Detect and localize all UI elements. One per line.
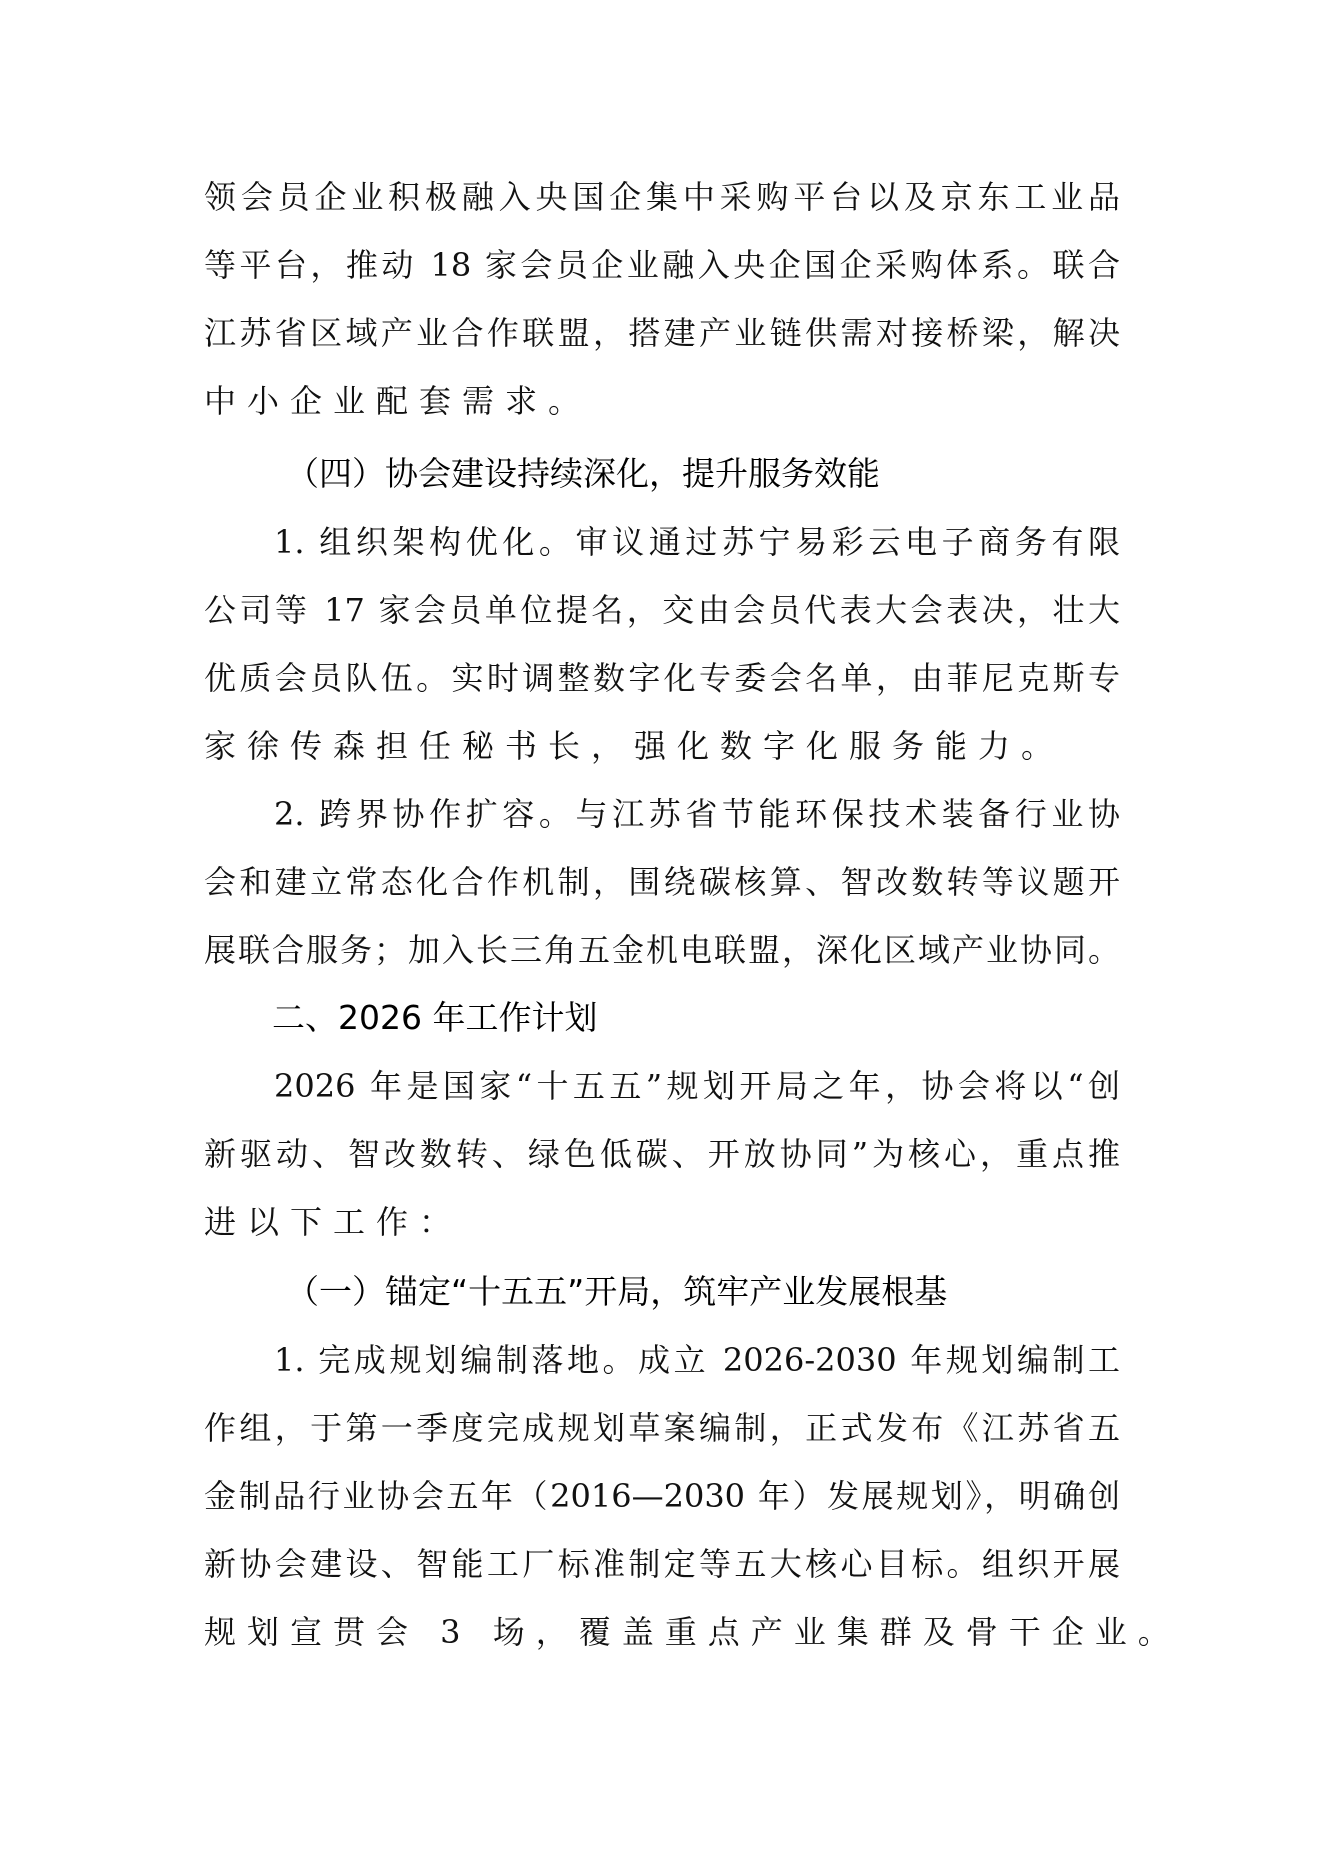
body-text-line: 展联合服务；加入长三角五金机电联盟，深化区域产业协同。 xyxy=(204,931,1120,969)
section-heading-2026-plan: 二、2026 年工作计划 xyxy=(272,998,598,1037)
body-text-line: 金制品行业协会五年（2016—2030 年）发展规划》，明确创 xyxy=(204,1477,1120,1515)
body-text-line: 规划宣贯会 3 场，覆盖重点产业集群及骨干企业。 xyxy=(204,1613,1181,1651)
body-text-line: 公司等 17 家会员单位提名，交由会员代表大会表决，壮大 xyxy=(204,591,1120,629)
body-text-line: 进以下工作： xyxy=(204,1203,463,1241)
body-text-line: 等平台，推动 18 家会员企业融入央企国企采购体系。联合 xyxy=(204,246,1120,284)
body-text-line: 中小企业配套需求。 xyxy=(204,382,592,420)
body-text-line: 新驱动、智改数转、绿色低碳、开放协同”为核心，重点推 xyxy=(204,1135,1120,1173)
subheading-association-building: （四）协会建设持续深化，提升服务效能 xyxy=(286,454,880,493)
body-text-line: 优质会员队伍。实时调整数字化专委会名单，由菲尼克斯专 xyxy=(204,659,1120,697)
body-text-line: 新协会建设、智能工厂标准制定等五大核心目标。组织开展 xyxy=(204,1545,1120,1583)
body-text-line: 领会员企业积极融入央国企集中采购平台以及京东工业品 xyxy=(204,178,1120,216)
body-text-line: 会和建立常态化合作机制，围绕碳核算、智改数转等议题开 xyxy=(204,863,1120,901)
body-text-line: 2. 跨界协作扩容。与江苏省节能环保技术装备行业协 xyxy=(274,795,1120,833)
body-text-line: 江苏省区域产业合作联盟，搭建产业链供需对接桥梁，解决 xyxy=(204,314,1120,352)
subheading-anchor-15th-plan: （一）锚定“十五五”开局，筑牢产业发展根基 xyxy=(286,1272,948,1311)
body-text-line: 家徐传森担任秘书长，强化数字化服务能力。 xyxy=(204,727,1065,765)
body-text-line: 1. 组织架构优化。审议通过苏宁易彩云电子商务有限 xyxy=(274,523,1120,561)
body-text-line: 1. 完成规划编制落地。成立 2026-2030 年规划编制工 xyxy=(274,1341,1120,1379)
body-text-line: 2026 年是国家“十五五”规划开局之年，协会将以“创 xyxy=(274,1067,1120,1105)
body-text-line: 作组，于第一季度完成规划草案编制，正式发布《江苏省五 xyxy=(204,1409,1120,1447)
